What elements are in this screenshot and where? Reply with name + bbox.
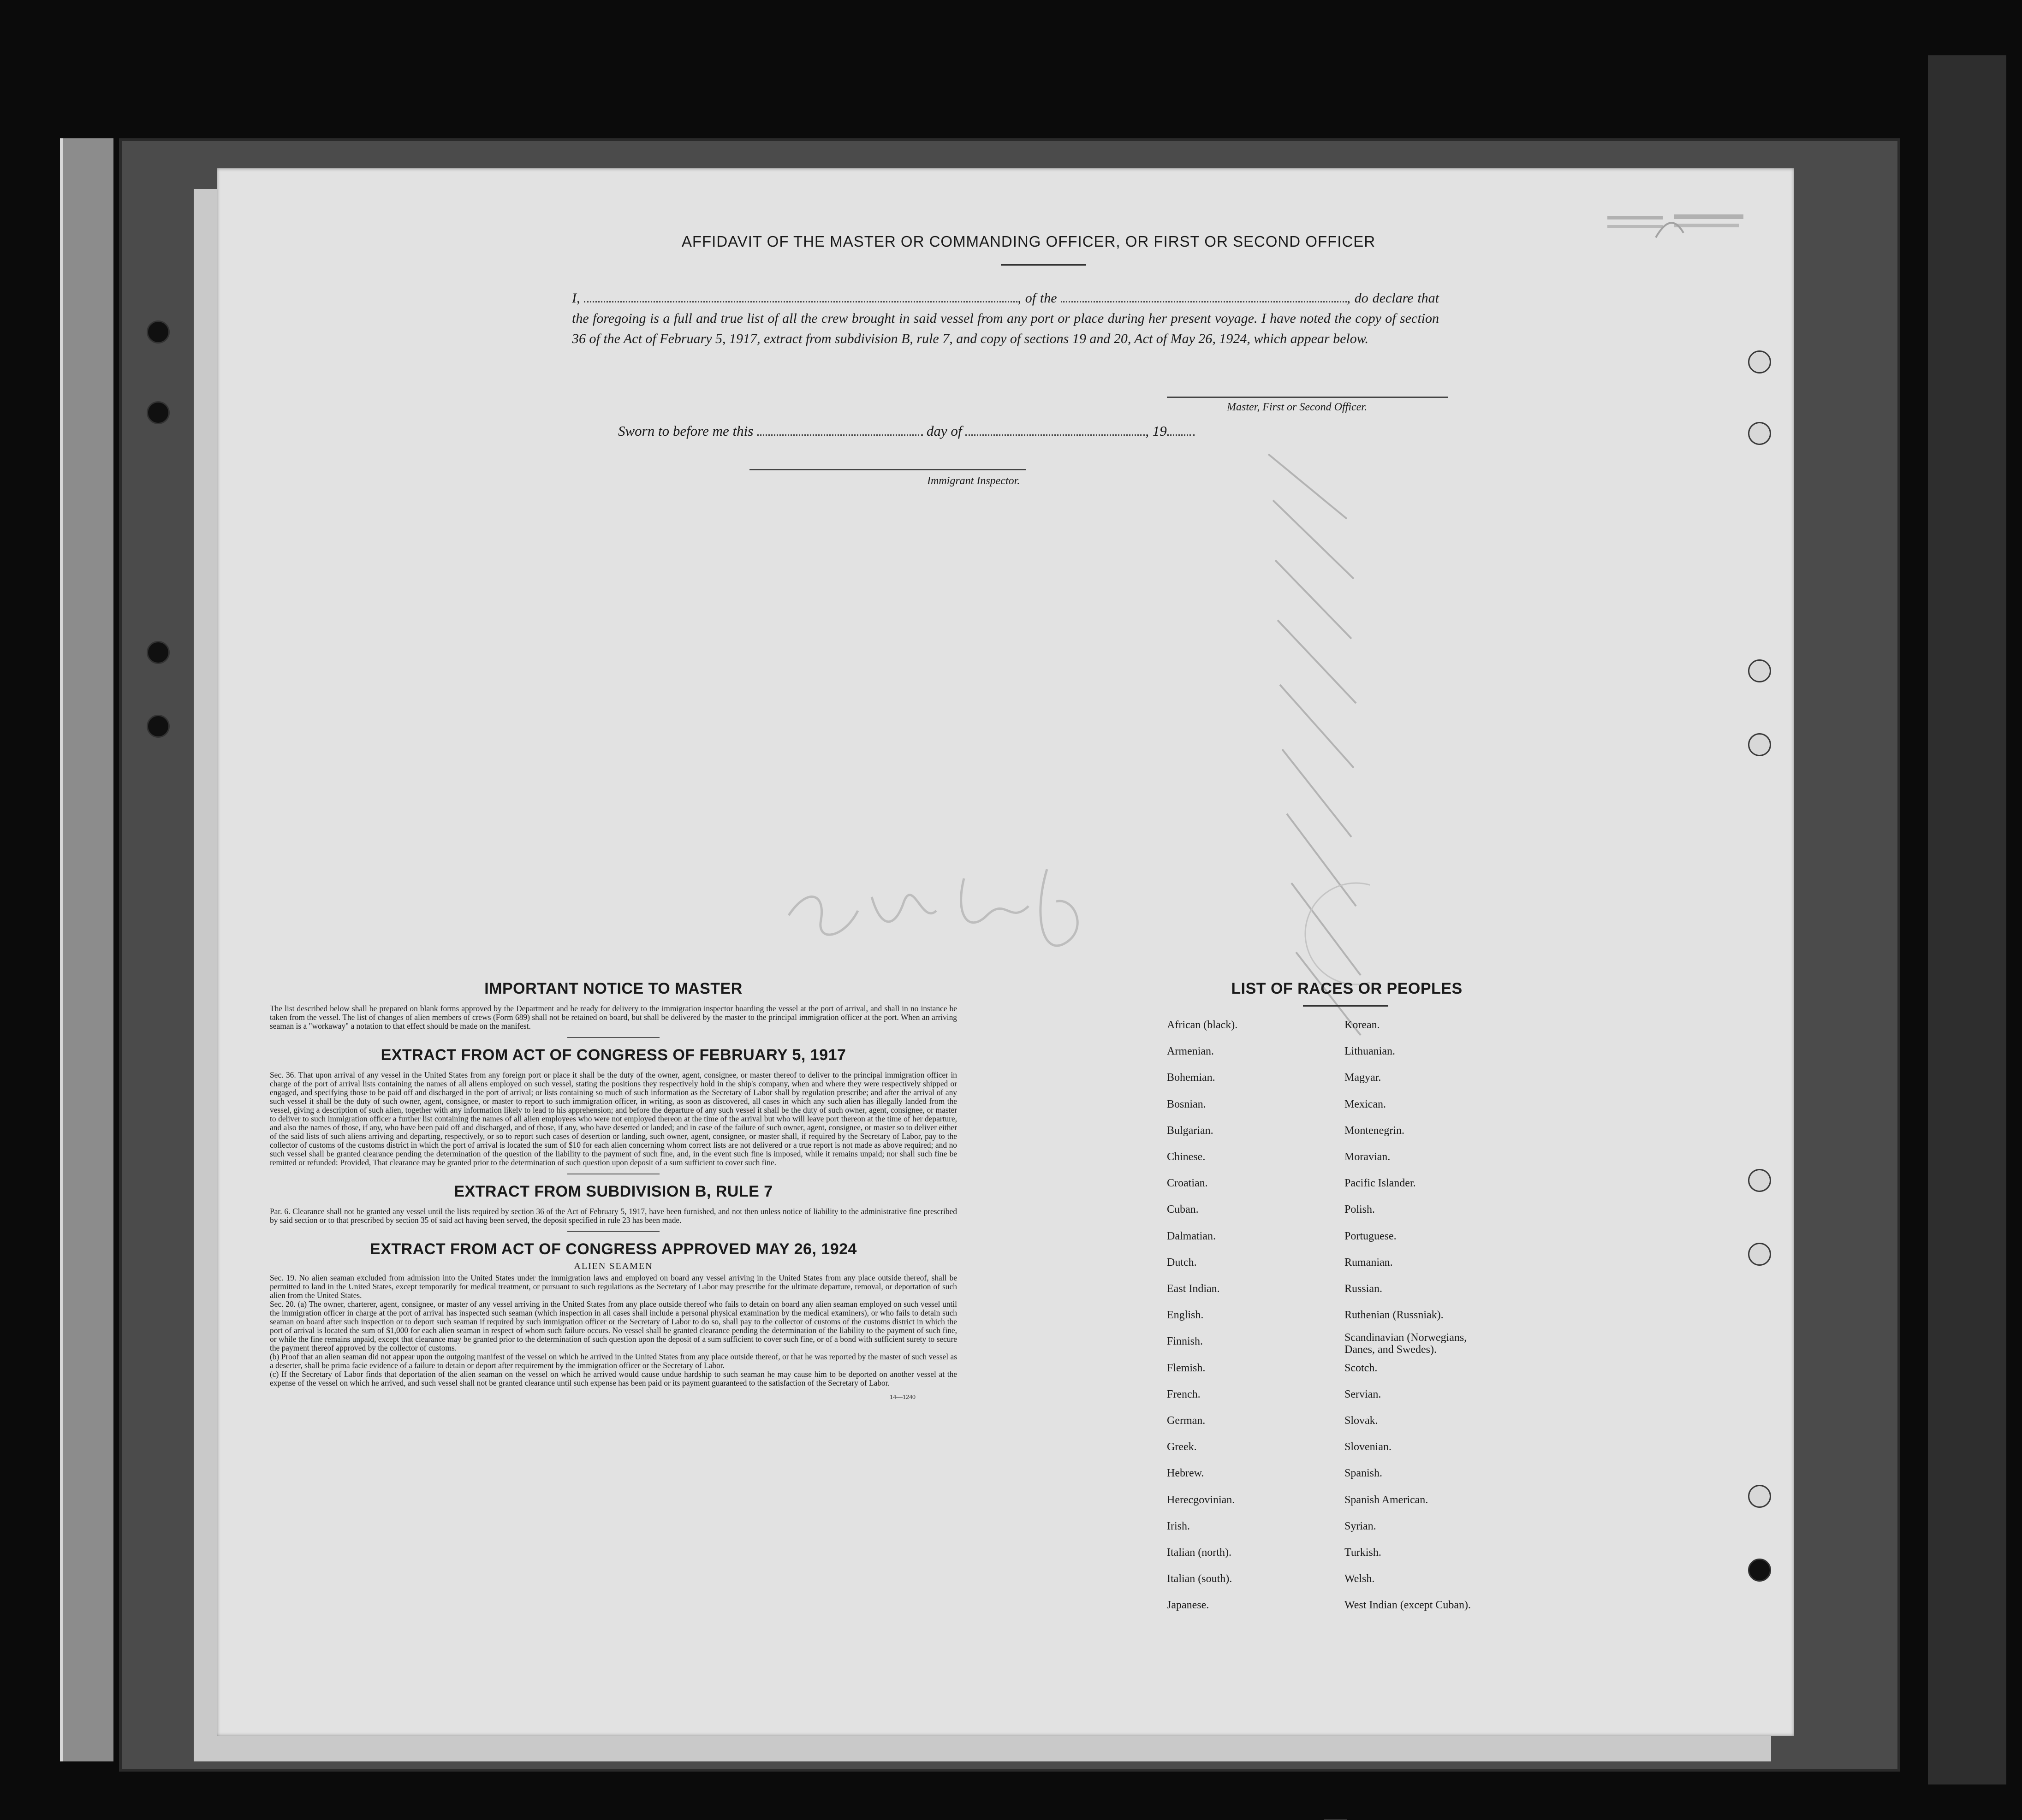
divider <box>567 1231 660 1232</box>
extract-1917-text: Sec. 36. That upon arrival of any vessel in the United States from any foreign port or place it shall be the duty of the owner, agent, consignee, or master thereof to deliver to the principal immigration officer in charge of the port of arrival lists containing the names of all aliens employed on such vessel, stating the positions they respectively hold in the ship's company, when and where they were respectively shipped or engaged, and specifying those to be paid off and discharged in the port of arrival; or lists containing so much of such information as the Secretary of Labor shall by regulation prescribe; and after the arrival of any such vessel it shall be the duty of such owner, agent, consignee, or master to report to such immigration officer, in writing, as soon as discovered, all cases in which any such alien has illegally landed from the vessel, giving a description of such alien, together with any information likely to lead to his apprehension; and before the departure of any such vessel it shall be the duty of such owner, agent, consignee, or master to deliver to such immigration officer a further list containing the names of all alien employees who were not employed thereon at the time of the arrival but who will leave port thereon at the time of her departure, and also the names of those, if any, who have been paid off and discharged, and of those, if any, who have deserted or landed; and in case of the failure of such owner, agent, consignee, or master so to deliver either of the said lists of such aliens arriving and departing, respectively, or so to report such cases of desertion or landing, such owner, agent, consignee, or master shall, if required by the Secretary of Labor, pay to the collector of customs of the customs district in which the port of arrival is located the sum of $10 for each alien concerning whom correct lists are not delivered or a true report is not made as above required; and no such vessel shall be granted clearance pending the determination of the question of the liability to the payment of such fine, and, in the event such fine is imposed, while it remains unpaid; nor shall such fine be remitted or refunded: Provided, That clearance may be granted prior to the determination of such question upon deposit of a sum sufficient to cover such fine. <box>270 1070 957 1167</box>
sworn-prefix: Sworn to before me this <box>618 423 754 439</box>
race-item: Servian. <box>1344 1388 1381 1400</box>
name-blank <box>584 293 1017 302</box>
race-item: Japanese. <box>1167 1599 1209 1612</box>
divider <box>1303 1005 1388 1007</box>
punch-hole <box>147 715 170 738</box>
race-item: English. <box>1167 1309 1204 1322</box>
race-item: Slovenian. <box>1344 1441 1392 1453</box>
year-blank <box>1167 426 1195 436</box>
punch-hole <box>1748 350 1771 373</box>
race-item: Herecgovinian. <box>1167 1494 1235 1506</box>
form-number: 14—1240 <box>890 1394 916 1401</box>
race-item: Dutch. <box>1167 1256 1197 1269</box>
race-row <box>1167 1177 1527 1203</box>
race-item: Polish. <box>1344 1203 1375 1216</box>
race-item: Cuban. <box>1167 1203 1199 1216</box>
punch-hole <box>147 320 170 344</box>
race-item: Armenian. <box>1167 1045 1214 1058</box>
race-item: Bulgarian. <box>1167 1124 1213 1137</box>
race-item: Spanish American. <box>1344 1494 1428 1506</box>
sworn-day-label: day of <box>926 423 962 439</box>
notices-column <box>270 980 957 1401</box>
punch-hole <box>1748 422 1771 445</box>
alien-seamen-subtitle: ALIEN SEAMEN <box>574 1261 653 1271</box>
vessel-blank <box>1061 293 1347 302</box>
month-blank <box>965 426 1145 436</box>
punch-hole <box>1748 733 1771 756</box>
sec20b-text: (b) Proof that an alien seaman did not appear upon the outgoing manifest of the vessel on which he arrived in the United States from any place outside thereof, or that he was reported by the master of such vessel as a deserter, shall be prima facie evidence of a failure to detain or deport after requirement by the immigration officer or the Secretary of Labor. <box>270 1352 957 1370</box>
race-item: Finnish. <box>1167 1335 1203 1348</box>
race-item: Slovak. <box>1344 1415 1378 1427</box>
inspector-signature-line <box>749 469 1026 470</box>
declare-end: , do declare <box>1347 290 1414 306</box>
declare-i: I, <box>572 290 580 306</box>
pencil-tally-marks <box>1255 445 1370 1044</box>
race-row <box>1167 1362 1527 1388</box>
races-title: LIST OF RACES OR PEOPLES <box>1231 980 1463 997</box>
race-item: Mexican. <box>1344 1098 1386 1110</box>
race-row <box>1167 1098 1527 1125</box>
sec20c-text: (c) If the Secretary of Labor finds that deportation of the alien seaman on the vessel on which he arrived would cause undue hardship to such seaman he may cause him to be deported on another vessel at the expense of the vessel on which he arrived, and such vessel shall not be granted clearance until such expense has been paid or its payment guaranteed to the satisfaction of the Secretary of Labor. <box>270 1369 957 1387</box>
race-item: Syrian. <box>1344 1520 1376 1532</box>
punch-hole <box>147 401 170 424</box>
faded-stamp <box>1605 212 1748 240</box>
declaration-paragraph <box>572 288 1439 349</box>
race-item: Hebrew. <box>1167 1467 1204 1480</box>
race-item: Italian (south). <box>1167 1573 1232 1585</box>
sec19-text: Sec. 19. No alien seaman excluded from admission into the United States under the immigration laws and employed on board any vessel arriving in the United States from any place outside thereof, shall be permitted to land in the United States, except temporarily for medical treatment, or pursuant to such regulations as the Secretary of Labor may prescribe for the ultimate departure, removal, or deportation of such alien from the United States. <box>270 1273 957 1300</box>
rule7-title: EXTRACT FROM SUBDIVISION B, RULE 7 <box>454 1183 773 1200</box>
race-item: Turkish. <box>1344 1547 1381 1559</box>
race-row <box>1167 1151 1527 1177</box>
punch-hole <box>147 641 170 664</box>
faint-handwritten-signature <box>770 860 1121 966</box>
day-blank <box>757 426 923 436</box>
race-item: Greek. <box>1167 1441 1197 1453</box>
race-item: Magyar. <box>1344 1072 1381 1084</box>
sec20a-text: Sec. 20. (a) The owner, charterer, agent, consignee, or master of any vessel arriving in the United States from any place outside thereof who fails to detain on board any alien seaman employed on such vessel until the immigration officer in charge at the port of arrival has inspected such seaman (which inspection in all cases shall include a personal physical examination by the medical examiners), or who fails to detain such seaman on board after such inspection or to deport such seaman if required by such immigration officer or the Secretary of Labor to do so, shall pay to the collector of customs of the customs district in which the port of arrival is located the sum of $1,000 for each alien seaman in respect of whom such failure occurs. No vessel shall be granted clearance pending the determination of the liability to the payment of such fine, or while the fine remains unpaid, except that clearance may be granted prior to the determination of such question upon the deposit of a sum sufficient to cover such fine, or of a bond with sufficient surety to secure the payment thereof approved by the collector of customs. <box>270 1299 957 1352</box>
race-row <box>1167 1203 1527 1230</box>
race-item: Scotch. <box>1344 1362 1378 1374</box>
race-item: Italian (north). <box>1167 1547 1231 1559</box>
race-item: Scandinavian (Norwegians, Danes, and Swedes). <box>1344 1332 1467 1356</box>
race-row <box>1167 1230 1527 1257</box>
notice-text: The list described below shall be prepared on blank forms approved by the Department and be ready for delivery to the immigration inspector boarding the vessel at the port of arrival, and shall in no instance be taken from the vessel. The list of changes of alien members of crews (Form 689) shall not be retained on board, but shall be delivered by the master to the principal immigration officer at the port. When an arriving seaman is a "workaway" a notation to that effect should be made on the manifest. <box>270 1004 957 1031</box>
master-signature-line <box>1167 397 1448 398</box>
sworn-year-label: , 19 <box>1145 423 1167 439</box>
race-row <box>1167 1494 1527 1520</box>
race-row <box>1167 1045 1527 1072</box>
race-item: African (black). <box>1167 1019 1238 1031</box>
extract-1917-title: EXTRACT FROM ACT OF CONGRESS OF FEBRUARY 5, 1917 <box>381 1046 846 1064</box>
race-item: Korean. <box>1344 1019 1380 1031</box>
punch-hole <box>1748 659 1771 682</box>
race-row <box>1167 1415 1527 1441</box>
inspector-caption: Immigrant Inspector. <box>927 475 1020 487</box>
race-row <box>1167 1019 1527 1045</box>
race-row <box>1167 1332 1527 1362</box>
races-list <box>1167 980 1527 1612</box>
race-item: Lithuanian. <box>1344 1045 1395 1058</box>
race-item: Bohemian. <box>1167 1072 1215 1084</box>
race-item: Welsh. <box>1344 1573 1375 1585</box>
notice-title: IMPORTANT NOTICE TO MASTER <box>484 980 743 997</box>
race-row <box>1167 1467 1527 1494</box>
race-item: French. <box>1167 1388 1201 1400</box>
race-item: Croatian. <box>1167 1177 1208 1190</box>
declaration-text: that the foregoing is a full and true list of all the crew brought in said vessel from any port or place during her present voyage. I have noted the copy of section 36 of the Act of February 5, 1917, extract from subdivision B, rule 7, and copy of sections 19 and 20, Act of May 26, 1924, which appear below. <box>572 290 1439 346</box>
race-item: German. <box>1167 1415 1206 1427</box>
punch-hole <box>1748 1485 1771 1508</box>
race-item: Pacific Islander. <box>1344 1177 1416 1190</box>
race-item: Russian. <box>1344 1283 1383 1295</box>
race-row <box>1167 1547 1527 1573</box>
divider <box>1001 264 1086 266</box>
race-row <box>1167 1520 1527 1547</box>
adjacent-page-edge <box>1928 55 2006 1784</box>
race-row <box>1167 1599 1527 1625</box>
race-row <box>1167 1072 1527 1098</box>
race-row <box>1167 1388 1527 1415</box>
race-row <box>1167 1125 1527 1151</box>
race-item: Montenegrin. <box>1344 1124 1404 1137</box>
punch-hole <box>1748 1559 1771 1582</box>
sworn-line <box>618 423 1195 439</box>
divider <box>567 1037 660 1038</box>
affidavit-form-page <box>217 168 1794 1736</box>
race-item: Bosnian. <box>1167 1098 1206 1110</box>
rule7-text: Par. 6. Clearance shall not be granted any vessel until the lists required by section 36 of the Act of February 5, 1917, have been furnished, and not then unless notice of liability to the administrative fine prescribed by said section or to that prescribed by section 35 of said act having been served, the deposit specified in rule 23 has been made. <box>270 1207 957 1225</box>
race-item: East Indian. <box>1167 1283 1220 1295</box>
extract-1924-title: EXTRACT FROM ACT OF CONGRESS APPROVED MAY 26, 1924 <box>370 1240 857 1258</box>
race-item: Spanish. <box>1344 1467 1383 1480</box>
race-item: Moravian. <box>1344 1151 1391 1163</box>
race-row <box>1167 1257 1527 1283</box>
race-item: Portuguese. <box>1344 1230 1397 1242</box>
race-item: West Indian (except Cuban). <box>1344 1599 1471 1612</box>
race-item: Chinese. <box>1167 1151 1206 1163</box>
race-row <box>1167 1283 1527 1309</box>
punch-hole <box>1748 1243 1771 1266</box>
declare-of: , of the <box>1017 290 1057 306</box>
binder-edge-strip <box>60 138 113 1761</box>
race-row <box>1167 1441 1527 1467</box>
master-signature-caption: Master, First or Second Officer. <box>1227 401 1367 413</box>
race-item: Irish. <box>1167 1520 1190 1532</box>
punch-hole <box>1748 1169 1771 1192</box>
affidavit-title: AFFIDAVIT OF THE MASTER OR COMMANDING OFFICER, OR FIRST OR SECOND OFFICER <box>681 233 1376 250</box>
race-item: Ruthenian (Russniak). <box>1344 1309 1444 1322</box>
race-item: Flemish. <box>1167 1362 1206 1374</box>
race-item: Dalmatian. <box>1167 1230 1216 1242</box>
race-row <box>1167 1573 1527 1599</box>
race-item: Rumanian. <box>1344 1256 1393 1269</box>
